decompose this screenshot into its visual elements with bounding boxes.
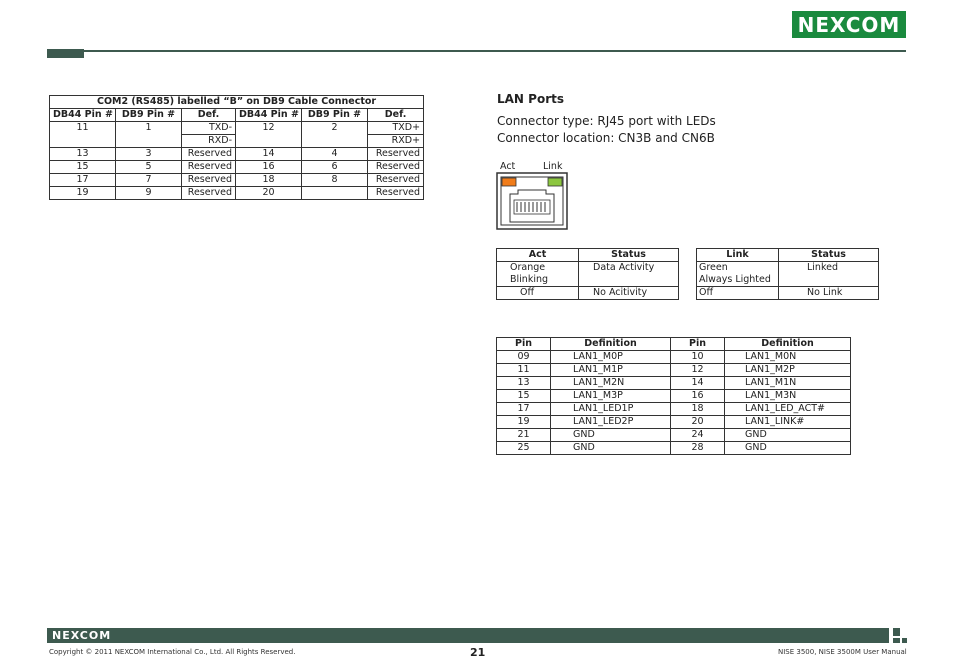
link-led-table [696,248,879,300]
table-row [497,274,679,287]
table-row [497,262,679,275]
table-cell: GND [551,429,671,442]
table-cell: Reserved [368,148,424,161]
table-cell: LAN1_M2N [551,377,671,390]
table-header-row [497,249,679,262]
table-cell: LAN1_LED_ACT# [725,403,851,416]
table-cell: LAN1_M1P [551,364,671,377]
header-cell: Definition [725,338,851,351]
connector-location-text: Connector location: CN3B and CN6B [497,131,715,145]
header-cell: Status [579,249,679,262]
table-cell: 13 [50,148,116,161]
table-row [50,148,424,161]
table-cell: 4 [302,148,368,161]
table-cell: 16 [671,390,725,403]
connector-type-text: Connector type: RJ45 port with LEDs [497,114,716,128]
table-cell: No Link [779,287,879,300]
table-cell: LAN1_LED2P [551,416,671,429]
table-cell: LAN1_M2P [725,364,851,377]
table-cell: GND [725,429,851,442]
nexcom-logo-text: NEXCOM [797,12,901,37]
table-row [497,351,851,364]
table-cell: 12 [671,364,725,377]
table-row [497,442,851,455]
link-led [548,178,562,186]
table-header-row [50,109,424,122]
table-cell: 9 [116,187,182,200]
table-cell: GND [551,442,671,455]
table-cell: 8 [302,174,368,187]
com2-pinout-table [49,95,424,200]
header-cell: DB44 Pin # [50,109,116,122]
table-cell: 3 [116,148,182,161]
table-cell: 13 [497,377,551,390]
page-number: 21 [470,646,486,659]
footer-decoration [902,638,907,643]
table-cell: 1 [116,122,182,148]
table-cell: Data Activity [579,262,679,275]
com2-table-title: COM2 (RS485) labelled “B” on DB9 Cable Connector [50,96,424,109]
table-row [697,287,879,300]
act-led [502,178,516,186]
table-cell: LAN1_M1N [725,377,851,390]
footer-logo: NEXCOM [52,629,112,642]
table-cell: LAN1_LINK# [725,416,851,429]
table-cell: Reserved [368,174,424,187]
table-cell: 16 [236,161,302,174]
table-row [497,390,851,403]
table-cell: LAN1_M0N [725,351,851,364]
table-cell: 19 [497,416,551,429]
table-row [497,377,851,390]
table-cell [579,274,679,287]
table-cell: Always Lighted [697,274,779,287]
table-cell: Reserved [368,187,424,200]
table-row [497,403,851,416]
header-cell: DB9 Pin # [302,109,368,122]
table-cell: 09 [497,351,551,364]
table-cell: 20 [236,187,302,200]
table-cell: LAN1_M3N [725,390,851,403]
table-cell: Green [697,262,779,275]
table-row [497,416,851,429]
table-cell: 25 [497,442,551,455]
footer-decoration [893,628,900,636]
table-cell: 6 [302,161,368,174]
table-cell: 21 [497,429,551,442]
table-cell: 14 [236,148,302,161]
header-rule [84,50,906,52]
table-row [50,187,424,200]
table-header-row [497,338,851,351]
table-cell: 28 [671,442,725,455]
link-led-label: Link [543,161,563,172]
table-cell [779,274,879,287]
table-cell: 2 [302,122,368,148]
table-row [497,429,851,442]
table-cell: 17 [50,174,116,187]
footer-bar [47,628,889,643]
table-cell: Blinking [497,274,579,287]
table-cell: 14 [671,377,725,390]
table-cell: 20 [671,416,725,429]
table-cell: 17 [497,403,551,416]
act-led-label: Act [500,161,516,172]
header-accent-bar [47,49,84,58]
table-cell: GND [725,442,851,455]
act-led-table [496,248,679,300]
table-cell: 18 [236,174,302,187]
table-row [50,161,424,174]
table-cell: Orange [497,262,579,275]
table-cell: 18 [671,403,725,416]
table-cell: No Acitivity [579,287,679,300]
table-cell: 11 [497,364,551,377]
table-cell: Reserved [182,174,236,187]
header-cell: Link [697,249,779,262]
copyright-text: Copyright © 2011 NEXCOM International Co., Ltd. All Rights Reserved. [49,648,296,656]
table-cell: Off [497,287,579,300]
header-cell: Pin [497,338,551,351]
table-cell: Reserved [182,187,236,200]
table-row [50,122,424,135]
table-cell: 7 [116,174,182,187]
header-cell: Definition [551,338,671,351]
header-cell: Def. [182,109,236,122]
rj45-port-icon [496,172,568,230]
table-cell: Reserved [368,161,424,174]
header-cell: DB44 Pin # [236,109,302,122]
table-cell: 24 [671,429,725,442]
table-cell: LAN1_M3P [551,390,671,403]
manual-title: NISE 3500, NISE 3500M User Manual [778,648,907,656]
table-cell: TXD- [182,122,236,135]
header-cell: DB9 Pin # [116,109,182,122]
table-cell: RXD- [182,135,236,148]
table-cell [302,187,368,200]
header-cell: Status [779,249,879,262]
table-cell: 19 [50,187,116,200]
nexcom-logo [792,11,906,38]
table-cell: RXD+ [368,135,424,148]
lan-ports-heading: LAN Ports [497,92,564,106]
table-cell: Off [697,287,779,300]
table-cell: 10 [671,351,725,364]
table-row [697,274,879,287]
table-cell: 5 [116,161,182,174]
table-cell: LAN1_M0P [551,351,671,364]
table-cell: Reserved [182,161,236,174]
table-cell: 12 [236,122,302,148]
table-row [697,262,879,275]
header-cell: Act [497,249,579,262]
table-cell: 15 [50,161,116,174]
table-cell: TXD+ [368,122,424,135]
lan-pin-definition-table [496,337,851,455]
table-cell: 11 [50,122,116,148]
table-header-row [697,249,879,262]
footer-decoration [893,638,900,643]
table-cell: Linked [779,262,879,275]
table-row [497,364,851,377]
table-cell: LAN1_LED1P [551,403,671,416]
table-row [497,287,679,300]
header-cell: Pin [671,338,725,351]
table-cell: Reserved [182,148,236,161]
table-row [50,174,424,187]
table-cell: 15 [497,390,551,403]
header-cell: Def. [368,109,424,122]
